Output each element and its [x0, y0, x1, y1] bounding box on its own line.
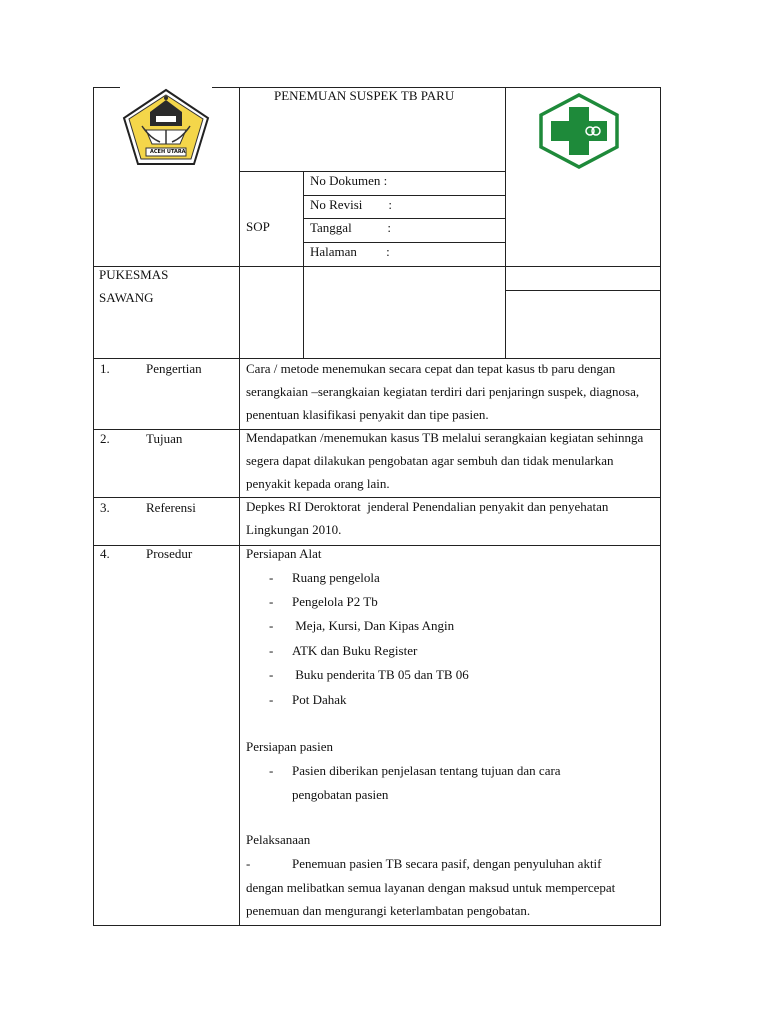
pelaksanaan-line-2: dengan melibatkan semua layanan dengan maksud untuk mempercepat — [246, 880, 616, 895]
doc-field-tanggal: Tanggal : — [310, 220, 392, 235]
section-2-name: Tujuan — [146, 431, 183, 446]
pelaksanaan-dash: - — [246, 856, 251, 871]
table-border-bottom — [93, 925, 661, 926]
list-dash: - — [269, 692, 274, 707]
column-divider — [239, 87, 240, 926]
list-item-text: ATK dan Buku Register — [292, 643, 418, 658]
list-item-text: Pengelola P2 Tb — [292, 594, 378, 609]
section-1-number: 1. — [100, 361, 110, 376]
header-divider-right — [505, 87, 506, 359]
list-dash: - — [269, 763, 274, 778]
section-2-text: Mendapatkan /menemukan kasus TB melalui serangkaian kegiatan sehinnga segera dapat dilakukan pengobatan agar sembuh dan tidak menularkan penyakit kepada orang lain. — [246, 430, 644, 491]
list-dash: - — [269, 594, 274, 609]
org-name-line2: SAWANG — [99, 290, 154, 305]
section-3-number: 3. — [100, 500, 110, 515]
list-item-text: Pot Dahak — [292, 692, 347, 707]
doc-field-line-2 — [303, 218, 505, 219]
section-1-text: Cara / metode menemukan secara cepat dan tepat kasus tb paru dengan serangkaian –serangkaian kegiatan terdiri dari penjaringn suspek, diagnosa, penentuan klasifikasi penyakit dan tipe pasien. — [246, 361, 640, 422]
section-3-text: Depkes RI Deroktorat jenderal Penendalian penyakit dan penyehatan Lingkungan 2010. — [246, 499, 612, 537]
header-title-bottom — [239, 171, 505, 172]
doc-field-halaman: Halaman : — [310, 244, 390, 259]
list-dash: - — [269, 667, 274, 682]
list-item-text: Buku penderita TB 05 dan TB 06 — [292, 667, 469, 682]
aceh-utara-logo — [120, 86, 212, 168]
section-4-name: Prosedur — [146, 546, 193, 561]
table-border-left — [93, 87, 94, 926]
pelaksanaan-line-3: penemuan dan mengurangi keterlambatan pengobatan. — [246, 903, 531, 918]
list-dash: - — [269, 570, 274, 585]
org-name-line1: PUKESMAS — [99, 267, 169, 282]
list-item-text: Pasien diberikan penjelasan tentang tujuan dan cara — [292, 763, 561, 778]
list-dash: - — [269, 618, 274, 633]
logo-caption: ACEH UTARA — [150, 149, 186, 155]
list-dash: - — [269, 643, 274, 658]
alat-heading: Persiapan Alat — [246, 546, 322, 561]
doc-field-line-3 — [303, 242, 505, 243]
doc-field-no-revisi: No Revisi : — [310, 197, 392, 212]
section-1-name: Pengertian — [146, 361, 202, 376]
section-2-number: 2. — [100, 431, 110, 446]
pasien-item-continuation: pengobatan pasien — [292, 787, 389, 802]
header-org-line — [93, 266, 660, 267]
pelaksanaan-heading: Pelaksanaan — [246, 832, 311, 847]
list-item-text: Meja, Kursi, Dan Kipas Angin — [292, 618, 455, 633]
document-title: PENEMUAN SUSPEK TB PARU — [274, 88, 455, 103]
header-sop-divider — [303, 171, 304, 359]
section-3-name: Referensi — [146, 500, 196, 515]
sop-label: SOP — [246, 219, 270, 234]
puskesmas-logo — [539, 93, 619, 169]
header-right-line — [505, 290, 660, 291]
doc-field-line-1 — [303, 195, 505, 196]
pasien-heading: Persiapan pasien — [246, 739, 334, 754]
section-4-number: 4. — [100, 546, 110, 561]
table-border-right — [660, 87, 661, 926]
doc-field-no-dokumen: No Dokumen : — [310, 173, 388, 188]
pelaksanaan-line-1: Penemuan pasien TB secara pasif, dengan penyuluhan aktif — [292, 856, 602, 871]
list-item-text: Ruang pengelola — [292, 570, 380, 585]
